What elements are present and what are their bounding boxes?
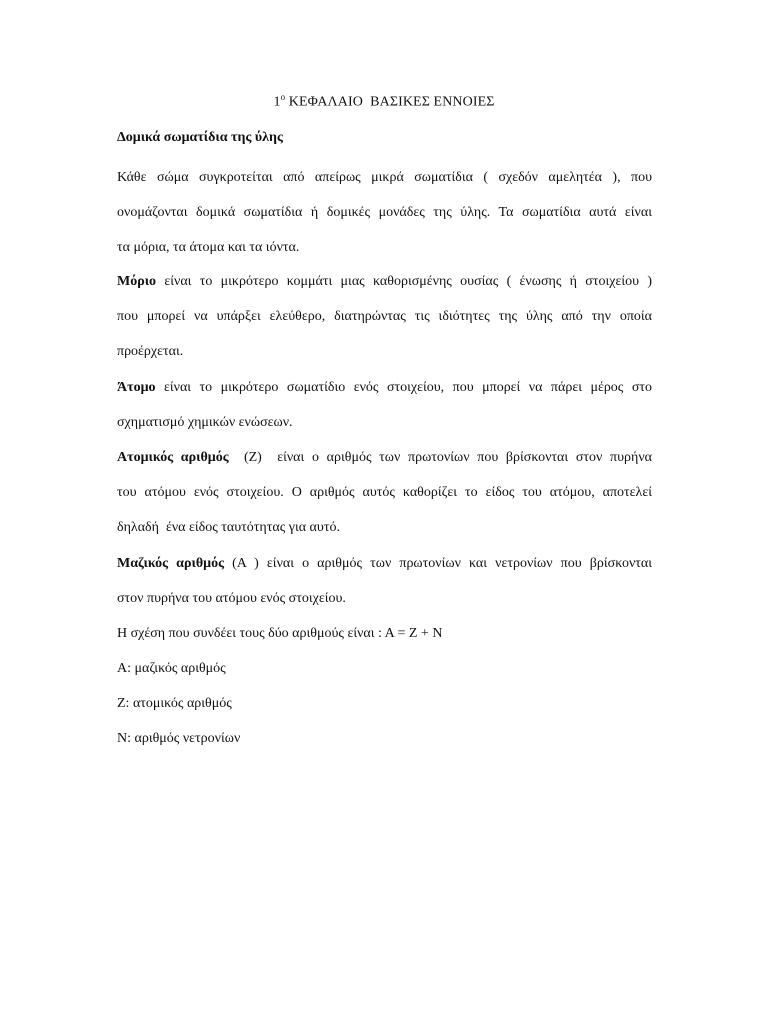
paragraph-line: στον πυρήνα του ατόμου ενός στοιχείου.	[117, 591, 346, 606]
paragraph-mass-number	[117, 546, 652, 616]
title-text: ΚΕΦΑΛΑΙΟ ΒΑΣΙΚΕΣ ΕΝΝΟΙΕΣ	[285, 94, 495, 110]
section-heading: Δομικά σωματίδια της ύλης	[117, 130, 283, 145]
title-superscript: ο	[280, 92, 286, 102]
paragraph-line: προέρχεται.	[117, 344, 184, 359]
definition-text: (Α ) είναι ο αριθμός των πρωτονίων και νετρονίων που βρίσκονται	[223, 556, 653, 571]
paragraph-atom	[117, 370, 652, 440]
paragraph-atomic-number	[117, 440, 652, 545]
paragraph-line	[117, 440, 652, 475]
title-number: 1	[273, 94, 281, 110]
page-title	[0, 92, 768, 111]
paragraph-line: που μπορεί να υπάρξει ελεύθερο, διατηρώντας τις ιδιότητες της ύλης από την οποία	[117, 309, 652, 324]
term-atomic-number: Ατομικός αριθμός	[117, 450, 229, 465]
paragraph-line: τα μόρια, τα άτομα και τα ιόντα.	[117, 240, 300, 255]
paragraph-line	[117, 546, 652, 581]
definition-text: (Ζ) είναι ο αριθμός των πρωτονίων που βρίσκονται στον πυρήνα	[228, 450, 652, 465]
paragraph-molecule	[117, 264, 652, 369]
term-atom: Άτομο	[117, 380, 156, 395]
definition-text: είναι το μικρότερο σωματίδιο ενός στοιχείου, που μπορεί να πάρει μέρος στο	[155, 380, 652, 395]
paragraph-line: Κάθε σώμα συγκροτείται από απείρως μικρά σωματίδια ( σχεδόν αμελητέα ), που	[117, 170, 652, 185]
legend-neutron-number: Ν: αριθμός νετρονίων	[117, 731, 241, 746]
paragraph-line	[117, 264, 652, 299]
paragraph-line	[117, 370, 652, 405]
legend-atomic-number: Ζ: ατομικός αριθμός	[117, 696, 232, 711]
paragraph-structural-particles	[117, 160, 652, 265]
paragraph-line: του ατόμου ενός στοιχείου. Ο αριθμός αυτός καθορίζει το είδος του ατόμου, αποτελεί	[117, 485, 652, 500]
term-mass-number: Μαζικός αριθμός	[117, 556, 224, 571]
definition-text: είναι το μικρότερο κομμάτι μιας καθορισμένης ουσίας ( ένωσης ή στοιχείου )	[156, 274, 652, 289]
paragraph-line: δηλαδή ένα είδος ταυτότητας για αυτό.	[117, 520, 340, 535]
paragraph-line: σχηματισμό χημικών ενώσεων.	[117, 415, 293, 430]
legend-mass-number: Α: μαζικός αριθμός	[117, 661, 226, 676]
paragraph-line: ονομάζονται δομικά σωματίδια ή δομικές μονάδες της ύλης. Τα σωματίδια αυτά είναι	[117, 205, 652, 220]
term-molecule: Μόριο	[117, 274, 157, 289]
formula-line: Η σχέση που συνδέει τους δύο αριθμούς είναι : Α = Ζ + Ν	[117, 626, 443, 641]
